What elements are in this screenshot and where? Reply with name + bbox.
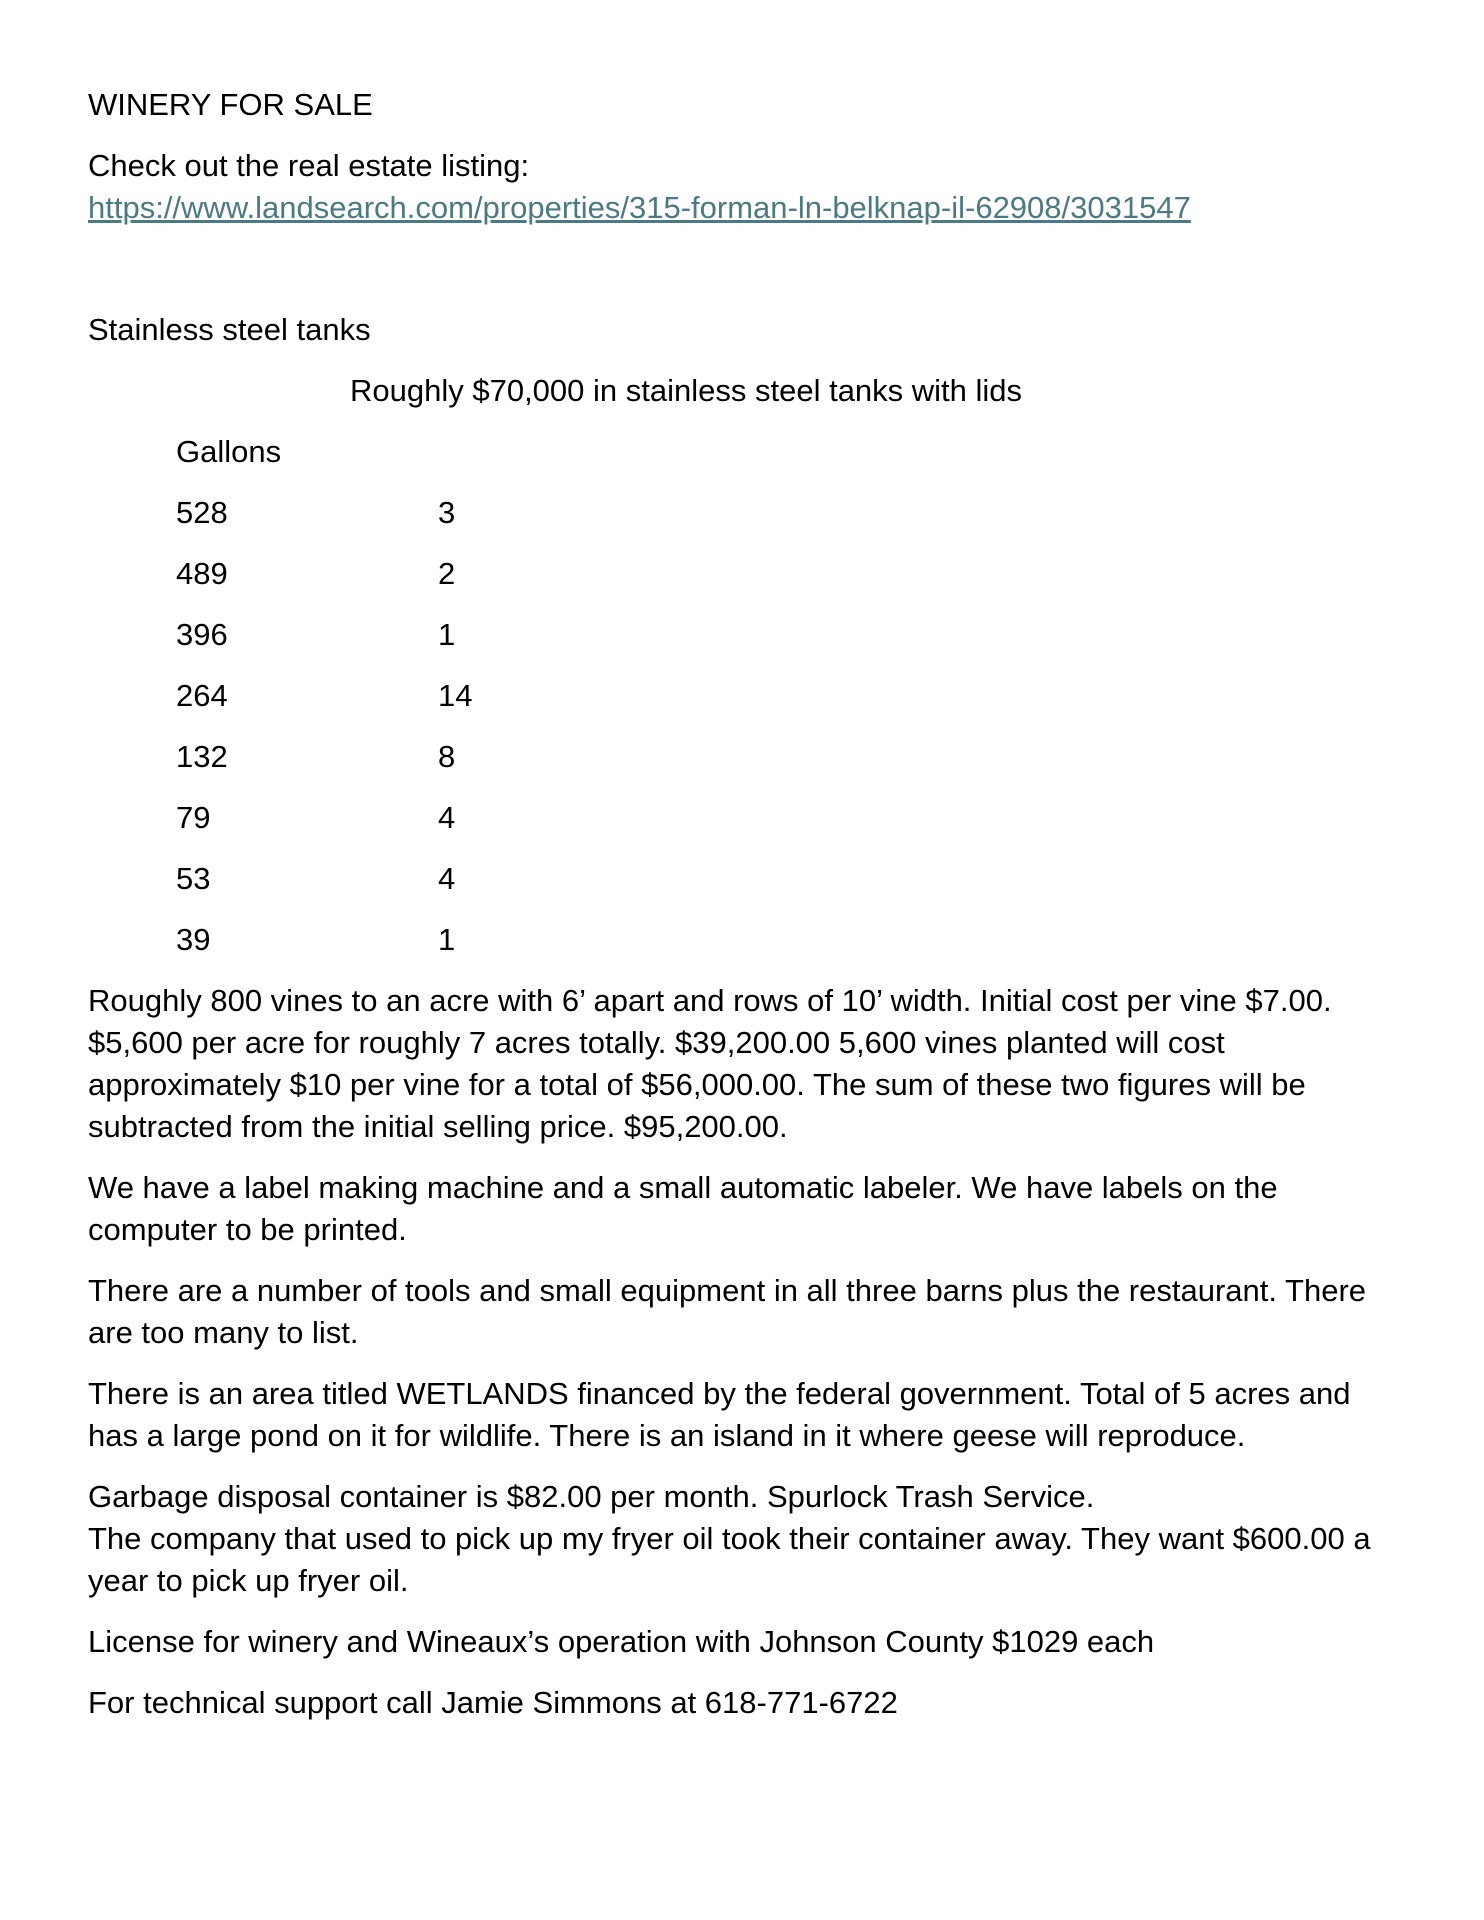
- count-cell: 3: [438, 495, 456, 530]
- table-row: [176, 534, 638, 595]
- tanks-header-row: [176, 431, 638, 473]
- vines-paragraph: Roughly 800 vines to an acre with 6’ apart and rows of 10’ width. Initial cost per vine $7.00. $5,600 per acre for roughly 7 acres totally. $39,200.00 5,600 vines planted will cost approximately $10 per vine for a total of $56,000.00. The sum of these two figures will be subtracted from the initial selling price. $95,200.00.: [88, 983, 1332, 1144]
- garbage-line: Garbage disposal container is $82.00 per month. Spurlock Trash Service.: [88, 1479, 1095, 1514]
- table-row: [176, 473, 638, 534]
- table-row: [176, 656, 638, 717]
- wetlands-paragraph: There is an area titled WETLANDS financed by the federal government. Total of 5 acres and has a large pond on it for wildlife. There is an island in it where geese will reproduce.: [88, 1376, 1351, 1453]
- count-header: [438, 431, 638, 473]
- gallons-header: Gallons: [176, 434, 282, 469]
- count-cell: 1: [438, 617, 456, 652]
- gallons-cell: 132: [176, 739, 228, 774]
- gallons-cell: 264: [176, 678, 228, 713]
- table-row: [176, 717, 638, 778]
- count-cell: 4: [438, 800, 456, 835]
- count-cell: 4: [438, 861, 456, 896]
- gallons-cell: 396: [176, 617, 228, 652]
- garbage-paragraph: [88, 1476, 1408, 1602]
- count-cell: 2: [438, 556, 456, 591]
- count-cell: 14: [438, 678, 473, 713]
- labels-paragraph: We have a label making machine and a small automatic labeler. We have labels on the computer to be printed.: [88, 1170, 1278, 1247]
- license-paragraph: License for winery and Wineaux’s operation with Johnson County $1029 each: [88, 1624, 1155, 1659]
- gallons-cell: 79: [176, 800, 211, 835]
- listing-link[interactable]: https://www.landsearch.com/properties/315-forman-ln-belknap-il-62908/3031547: [88, 190, 1191, 225]
- table-row: [176, 900, 638, 961]
- gallons-cell: 489: [176, 556, 228, 591]
- document-title: WINERY FOR SALE: [88, 87, 373, 122]
- gallons-cell: 39: [176, 922, 211, 957]
- gallons-cell: 53: [176, 861, 211, 896]
- tanks-section-title: Stainless steel tanks: [88, 312, 371, 347]
- support-paragraph: For technical support call Jamie Simmons at 618-771-6722: [88, 1685, 898, 1720]
- count-cell: 1: [438, 922, 456, 957]
- tools-paragraph: There are a number of tools and small equipment in all three barns plus the restaurant. There are too many to list.: [88, 1273, 1367, 1350]
- table-row: [176, 839, 638, 900]
- count-cell: 8: [438, 739, 456, 774]
- listing-intro: Check out the real estate listing:: [88, 148, 530, 183]
- gallons-cell: 528: [176, 495, 228, 530]
- blank-spacer: [88, 248, 1408, 309]
- listing-section: [88, 145, 1408, 229]
- table-row: [176, 778, 638, 839]
- tanks-summary: Roughly $70,000 in stainless steel tanks with lids: [350, 373, 1023, 408]
- tanks-table: [176, 431, 638, 961]
- fryer-oil-line: The company that used to pick up my fryer oil took their container away. They want $600.00 a year to pick up fryer oil.: [88, 1521, 1371, 1598]
- table-row: [176, 595, 638, 656]
- document-page: [88, 84, 1408, 1743]
